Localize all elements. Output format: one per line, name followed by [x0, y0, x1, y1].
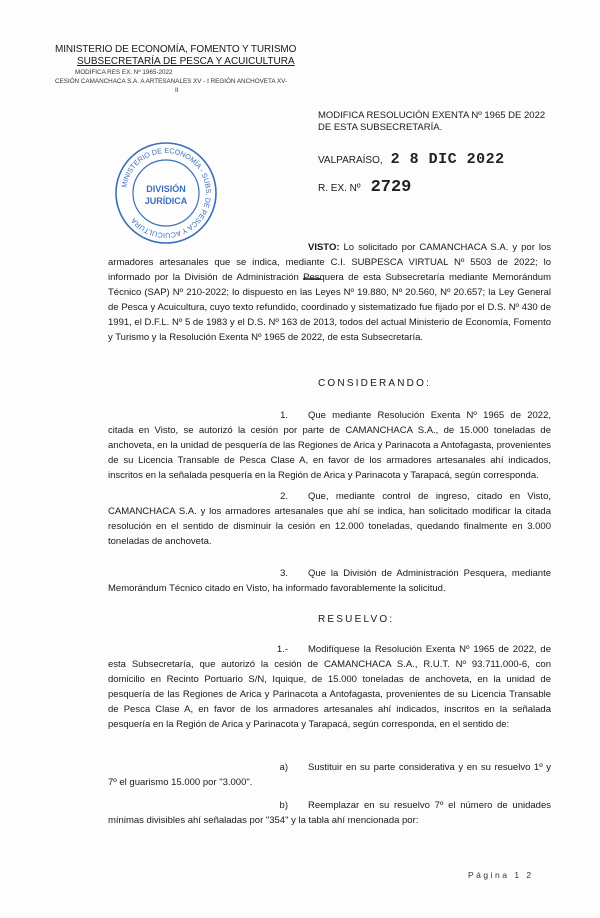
date-place: VALPARAÍSO,	[318, 155, 383, 166]
ref-line-2: CESIÓN CAMANCHACA S.A. A ARTESANALES XV - I REGIÓN ANCHOVETA XV-	[55, 78, 288, 85]
considerando-heading: CONSIDERANDO:	[318, 378, 432, 389]
considerando-num-1: 1.	[280, 410, 288, 421]
resuelvo-item-1	[108, 642, 551, 732]
division-juridica-seal-icon	[113, 140, 219, 246]
sub-a-label: a)	[279, 762, 288, 773]
sub-b-text: Reemplazar en su resuelvo 7º el número de unidades mínimas divisibles ahí señaladas por "354" y la tabla ahí mencionada por:	[108, 800, 551, 826]
seal-line-2: JURÍDICA	[144, 196, 188, 206]
considerando-num-3: 3.	[280, 568, 288, 579]
resuelvo-num-1: 1.-	[276, 644, 288, 655]
resuelvo-text-1: Modifíquese la Resolución Exenta Nº 1965 de 2022, de esta Subsecretaría, que autorizó la cesión de CAMANCHACA S.A., R.U.T. Nº 93.711.000-6, con domicilio en Recinto Portuario S/N, Iquique, de 15.000 toneladas de anchoveta, en la unidad de pesquería de las Regiones de Arica y Parinacota a Antofagasta, provenientes de su Licencia Transable de Pesca Clase A, en favor de los armadores artesanales ahí indicados, inscritos en la señalada pesquería en la Región de Arica y Parinacota y Tarapacá, según corresponda, en el sentido de:	[108, 644, 551, 730]
visto-text: Lo solicitado por CAMANCHACA S.A. y por los armadores artesanales que se indica, mediante C.I. SUBPESCA VIRTUAL Nº 5503 de 2022; lo informado por la División de Administración Pesquera de esta Subsecretaría mediante Memorándum Técnico (SAP) Nº 210-2022; lo dispuesto en las Leyes Nº 19.880, Nº 20.560, Nº 20.657; la Ley General de Pesca y Acuicultura, cuyo texto refundido, coordinado y sistematizado fue fijado por el D.S. Nº 430 de 1991, el D.F.L. Nº 5 de 1983 y el D.S. Nº 163 de 2013, todos del actual Ministerio de Economía, Fomento y Turismo y la Resolución Exenta Nº 1965 de 2022, de esta Subsecretaría.	[108, 242, 551, 343]
date-line	[318, 151, 505, 168]
visto-paragraph	[108, 240, 551, 345]
visto-label: VISTO:	[308, 242, 340, 253]
seal-outer-text: MINISTERIO DE ECONOMÍA - SUBS. DE PESCA Y ACUICULTURA	[119, 145, 214, 241]
resolution-number: 2729	[370, 178, 412, 197]
resuelvo-heading: RESUELVO:	[318, 614, 395, 625]
page-number: Página 1 2	[468, 870, 534, 880]
date-stamp: 2 8 DIC 2022	[390, 151, 505, 168]
sub-a-text: Sustituir en su parte considerativa y en su resuelvo 1º y 7º el guarismo 15.000 por "3.000".	[108, 762, 551, 788]
letterhead	[55, 44, 315, 95]
subsecretaria-name: SUBSECRETARÍA DE PESCA Y ACUICULTURA	[77, 56, 295, 67]
considerando-item-3	[108, 566, 551, 596]
ref-line-3: II	[175, 87, 179, 94]
ministry-name: MINISTERIO DE ECONOMÍA, FOMENTO Y TURISMO	[55, 44, 297, 55]
considerando-text-3: Que la División de Administración Pesquera, mediante Memorándum Técnico citado en Visto, ha informado favorablemente la solicitud.	[108, 568, 551, 594]
considerando-text-1: Que mediante Resolución Exenta Nº 1965 de 2022, citada en Visto, se autorizó la cesión por parte de CAMANCHACA S.A., de 15.000 toneladas de anchoveta, en la unidad de pesquería de las Regiones de Arica y Parinacota a Antofagasta, provenientes de su Licencia Transable de Pesca Clase A, en favor de los armadores artesanales ahí indicados, inscritos en la señalada pesquería en la Región de Arica y Parinacota y Tarapacá, según corresponda.	[108, 410, 551, 481]
ref-line-1: MODIFICA RES EX. Nº 1965-2022	[75, 69, 173, 76]
reference-subject: MODIFICA RESOLUCIÓN EXENTA Nº 1965 DE 2022 DE ESTA SUBSECRETARÍA.	[318, 110, 546, 133]
considerando-text-2: Que, mediante control de ingreso, citado en Visto, CAMANCHACA S.A. y los armadores artesanales que ahí se indica, han solicitado modificar la citada resolución en el sentido de disminuir la cesión en 12.000 toneladas, quedando finalmente en 3.000 toneladas de anchoveta.	[108, 491, 551, 547]
resolution-number-line	[318, 178, 411, 197]
considerando-num-2: 2.	[280, 491, 288, 502]
seal-line-1: DIVISIÓN	[146, 184, 186, 194]
considerando-item-2	[108, 489, 551, 549]
resolution-label: R. EX. Nº	[318, 183, 361, 194]
considerando-item-1	[108, 408, 551, 483]
resuelvo-sub-b	[108, 798, 551, 828]
sub-b-label: b)	[279, 800, 288, 811]
resuelvo-sub-a	[108, 760, 551, 790]
